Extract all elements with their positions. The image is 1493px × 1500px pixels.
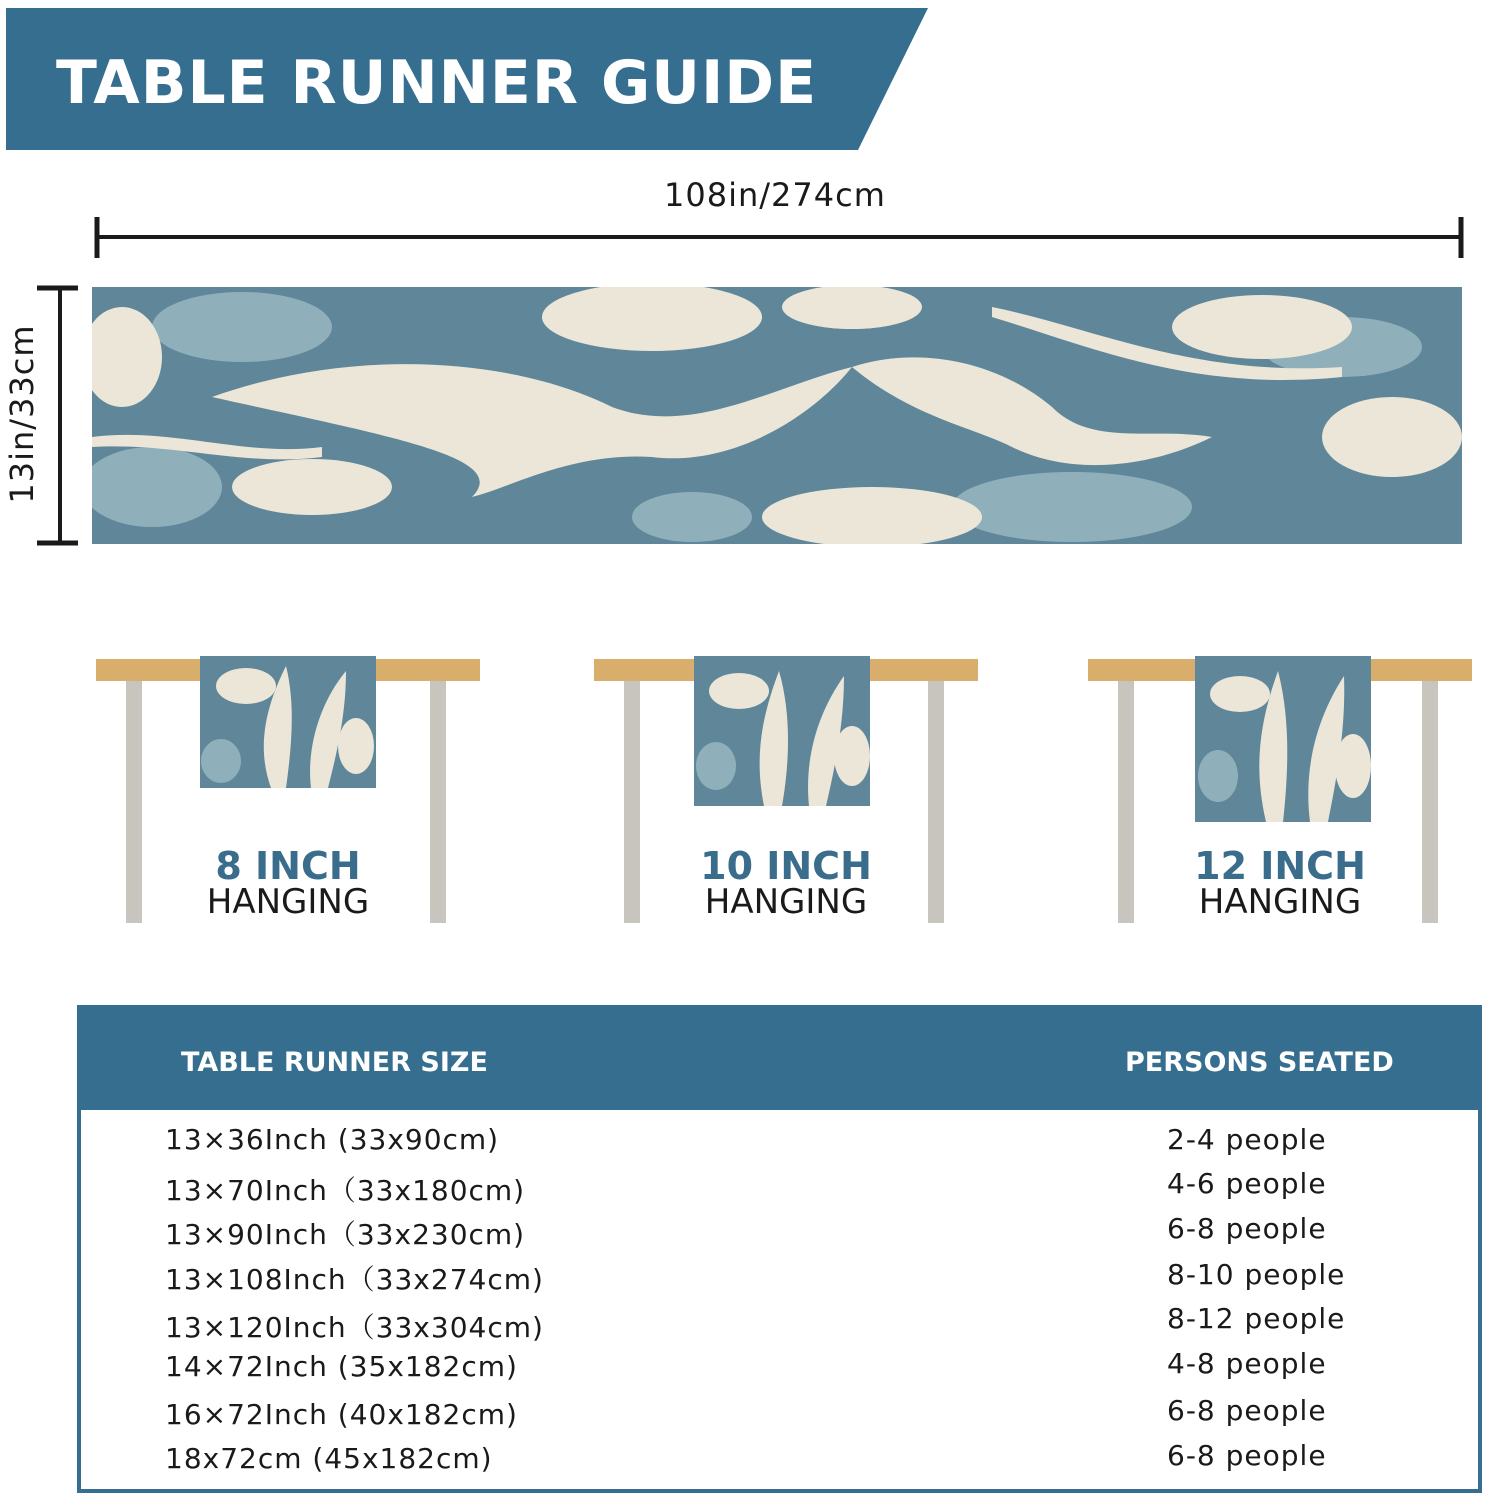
table-row-size: 13×90Inch（33x230cm) — [165, 1218, 526, 1251]
table-row-size: 16×72Inch (40x182cm) — [165, 1398, 518, 1431]
hanging-amount: 12 INCH — [1194, 844, 1366, 888]
floral-bird-pattern-icon — [92, 287, 1462, 544]
table-row-size: 18x72cm (45x182cm) — [165, 1442, 493, 1475]
table-row-people: 4-8 people — [1167, 1347, 1327, 1380]
table-row-size: 13×70Inch（33x180cm) — [165, 1174, 526, 1207]
table-row-people: 4-6 people — [1167, 1167, 1327, 1200]
table-8-inch — [96, 656, 480, 926]
table-row-people: 6-8 people — [1167, 1439, 1327, 1472]
width-label: 13in/33cm — [3, 324, 41, 504]
hanging-label: HANGING — [1198, 882, 1362, 922]
page-title: TABLE RUNNER GUIDE — [56, 48, 818, 118]
header-size: TABLE RUNNER SIZE — [181, 1047, 488, 1078]
table-row-size: 13×120Inch（33x304cm) — [165, 1311, 544, 1344]
table-10-inch — [594, 656, 978, 926]
table-row-size: 14×72Inch (35x182cm) — [165, 1350, 518, 1383]
table-row-size: 13×36Inch (33x90cm) — [165, 1123, 500, 1156]
table-row-people: 8-12 people — [1167, 1302, 1346, 1335]
table-row-people: 2-4 people — [1167, 1123, 1327, 1156]
length-dimension-line — [90, 215, 1470, 260]
size-table-header — [81, 1009, 1478, 1110]
table-12-inch — [1088, 656, 1472, 926]
hanging-label: HANGING — [206, 882, 370, 922]
table-row-people: 8-10 people — [1167, 1258, 1346, 1291]
title-banner — [6, 8, 928, 150]
table-row-people: 6-8 people — [1167, 1394, 1327, 1427]
table-runner-image — [92, 287, 1462, 544]
length-label: 108in/274cm — [664, 176, 886, 214]
hanging-amount: 10 INCH — [700, 844, 872, 888]
table-row-size: 13×108Inch（33x274cm) — [165, 1263, 544, 1296]
hanging-amount: 8 INCH — [215, 844, 361, 888]
table-row-people: 6-8 people — [1167, 1212, 1327, 1245]
hanging-label: HANGING — [704, 882, 868, 922]
header-persons: PERSONS SEATED — [1125, 1047, 1394, 1078]
size-table — [77, 1005, 1482, 1493]
